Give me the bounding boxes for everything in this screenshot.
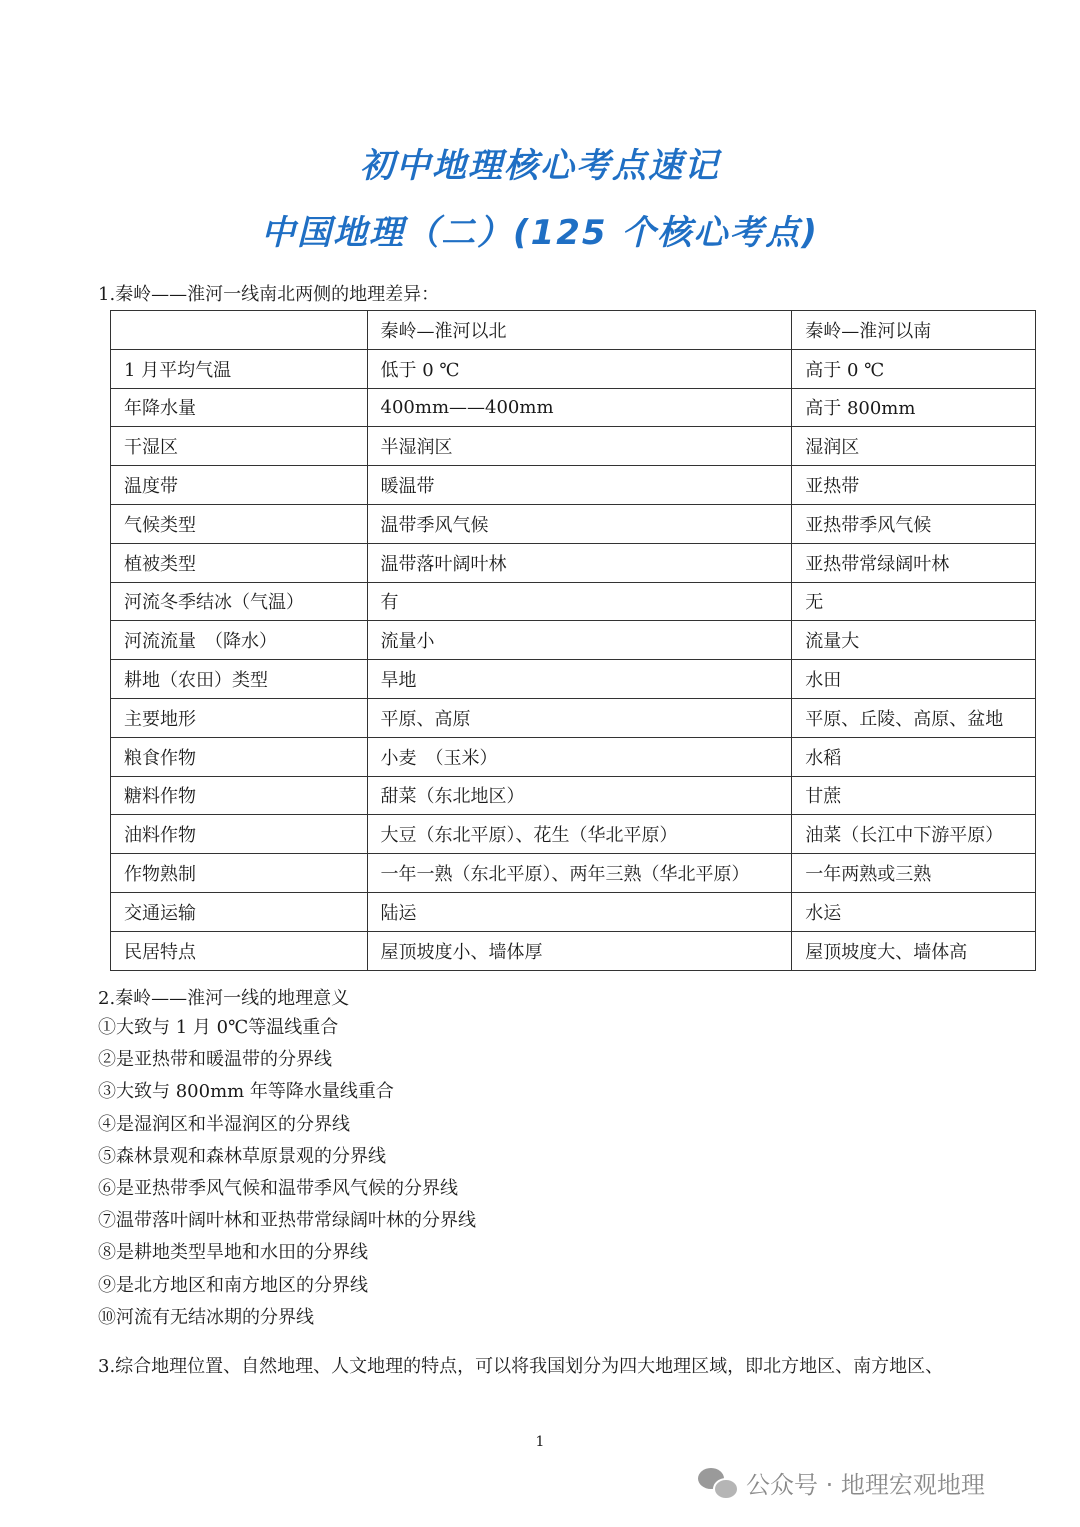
table-cell: 粮食作物 [111,737,368,776]
list-item: ⑥是亚热带季风气候和温带季风气候的分界线 [98,1177,458,1199]
comparison-table [110,310,1036,971]
table-row [111,892,1036,931]
table-header-cell: 秦岭—淮河以南 [792,311,1036,350]
table-cell: 400mm——400mm [367,388,792,427]
table-header-row [111,311,1036,350]
table-cell: 流量小 [367,621,792,660]
table-cell: 油料作物 [111,815,368,854]
table-cell: 温度带 [111,466,368,505]
table-cell: 亚热带季风气候 [792,504,1036,543]
list-item: ⑧是耕地类型旱地和水田的分界线 [98,1242,368,1264]
table-cell: 湿润区 [792,427,1036,466]
table-row [111,737,1036,776]
table-row [111,543,1036,582]
list-item: ③大致与 800mm 年等降水量线重合 [98,1081,394,1103]
table-cell: 屋顶坡度大、墙体高 [792,931,1036,970]
table-row [111,349,1036,388]
table-cell: 油菜（长江中下游平原） [792,815,1036,854]
table-row [111,388,1036,427]
table-header-cell: 秦岭—淮河以北 [367,311,792,350]
table-row [111,427,1036,466]
table-cell: 干湿区 [111,427,368,466]
table-cell: 糖料作物 [111,776,368,815]
table-cell: 水运 [792,892,1036,931]
document-subtitle: 中国地理（二）(125 个核心考点) [261,213,819,253]
page-number: 1 [535,1434,545,1450]
table-cell: 屋顶坡度小、墙体厚 [367,931,792,970]
table-cell: 温带季风气候 [367,504,792,543]
table-cell: 年降水量 [111,388,368,427]
list-item: ②是亚热带和暖温带的分界线 [98,1049,332,1071]
table-cell: 1 月平均气温 [111,349,368,388]
table-cell: 河流冬季结冰（气温） [111,582,368,621]
list-item: ①大致与 1 月 0℃等温线重合 [98,1017,339,1038]
table-cell: 高于 0 ℃ [792,349,1036,388]
section1-heading: 1.秦岭——淮河一线南北两侧的地理差异： [98,284,440,305]
table-cell: 甜菜（东北地区） [367,776,792,815]
table-row [111,504,1036,543]
table-row [111,582,1036,621]
significance-list [98,1012,476,1334]
table-cell: 亚热带常绿阔叶林 [792,543,1036,582]
table-cell: 小麦 （玉米） [367,737,792,776]
list-item: ⑦温带落叶阔叶林和亚热带常绿阔叶林的分界线 [98,1210,476,1232]
list-item: ⑩河流有无结冰期的分界线 [98,1306,314,1328]
table-row [111,698,1036,737]
table-cell: 温带落叶阔叶林 [367,543,792,582]
table-row [111,815,1036,854]
table-cell: 平原、高原 [367,698,792,737]
table-cell: 植被类型 [111,543,368,582]
table-header-cell [111,311,368,350]
table-cell: 暖温带 [367,466,792,505]
wechat-icon [698,1466,738,1498]
document-title: 初中地理核心考点速记 [360,146,720,186]
table-cell: 平原、丘陵、高原、盆地 [792,698,1036,737]
table-cell: 亚热带 [792,466,1036,505]
section3-text: 3.综合地理位置、自然地理、人文地理的特点，可以将我国划分为四大地理区域，即北方地区、南方地区、 [98,1356,944,1377]
table-cell: 一年两熟或三熟 [792,854,1036,893]
list-item: ⑤森林景观和森林草原景观的分界线 [98,1145,386,1167]
table-cell: 作物熟制 [111,854,368,893]
list-item: ④是湿润区和半湿润区的分界线 [98,1113,350,1135]
watermark-text: 公众号 · 地理宏观地理 [746,1470,985,1499]
table-cell: 大豆（东北平原）、花生（华北平原） [367,815,792,854]
table-cell: 旱地 [367,660,792,699]
table-row [111,621,1036,660]
table-row [111,854,1036,893]
table-cell: 主要地形 [111,698,368,737]
table-cell: 半湿润区 [367,427,792,466]
table-cell: 河流流量 （降水） [111,621,368,660]
list-item: ⑨是北方地区和南方地区的分界线 [98,1274,368,1296]
table-cell: 高于 800mm [792,388,1036,427]
table-cell: 民居特点 [111,931,368,970]
table-cell: 水稻 [792,737,1036,776]
table-cell: 流量大 [792,621,1036,660]
table-cell: 甘蔗 [792,776,1036,815]
table-cell: 陆运 [367,892,792,931]
table-row [111,466,1036,505]
table-cell: 耕地（农田）类型 [111,660,368,699]
table-cell: 一年一熟（东北平原）、两年三熟（华北平原） [367,854,792,893]
table-row [111,931,1036,970]
table-cell: 无 [792,582,1036,621]
table-cell: 交通运输 [111,892,368,931]
table-cell: 水田 [792,660,1036,699]
table-cell: 低于 0 ℃ [367,349,792,388]
section2-heading: 2.秦岭——淮河一线的地理意义 [98,988,350,1009]
table-row [111,660,1036,699]
table-cell: 有 [367,582,792,621]
table-row [111,776,1036,815]
table-cell: 气候类型 [111,504,368,543]
watermark [698,1462,985,1502]
